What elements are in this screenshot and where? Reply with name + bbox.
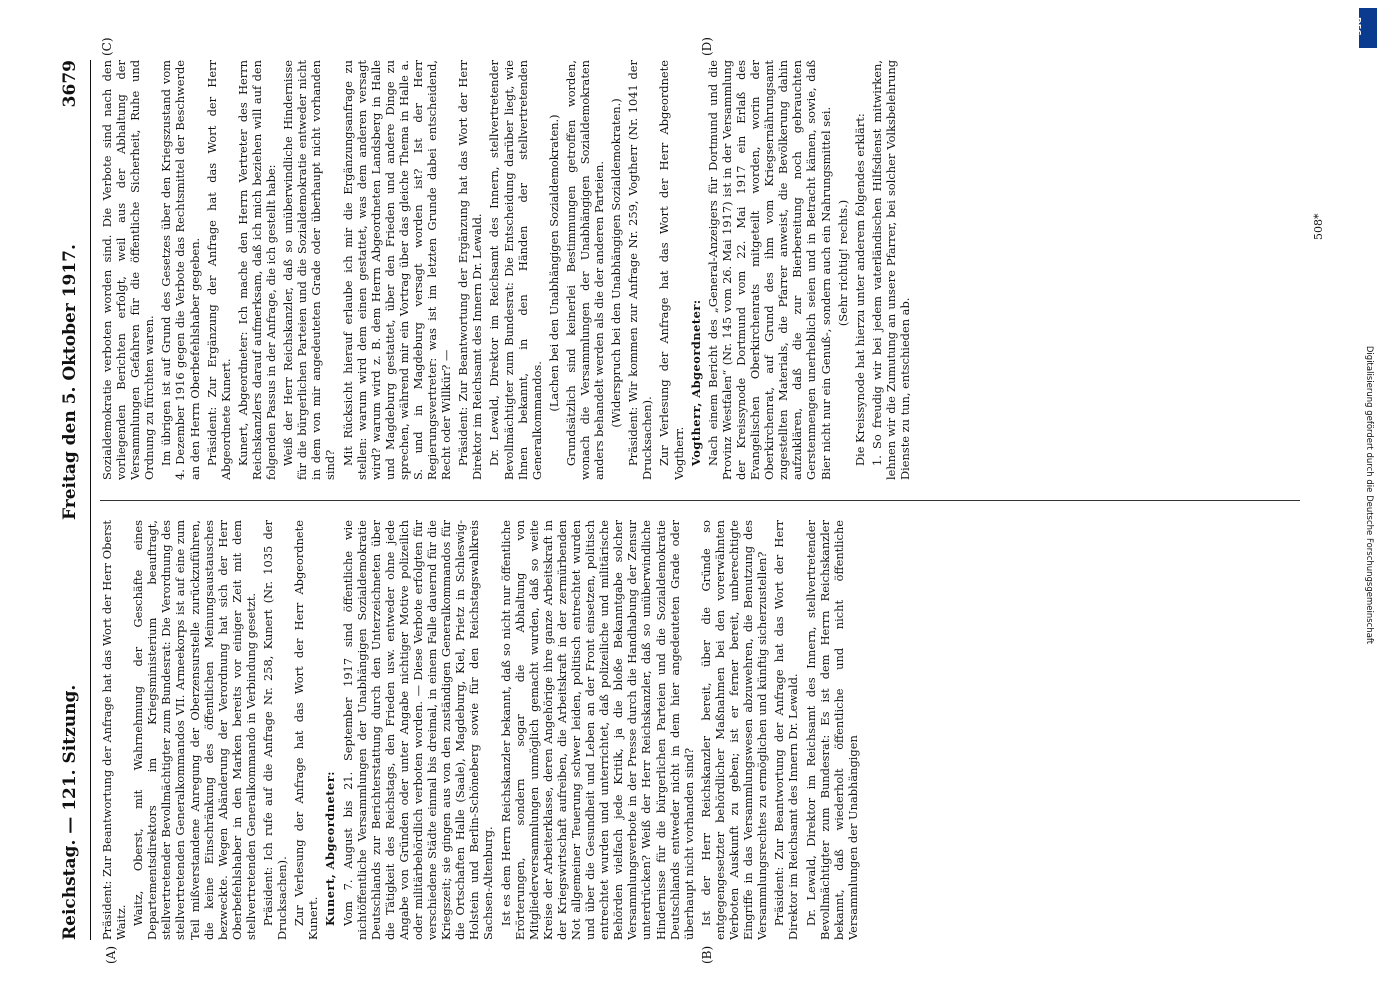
paragraph: Zur Verlesung der Anfrage hat das Wort der Herr Abgeordnete Vogtherr. bbox=[657, 60, 686, 480]
digitization-credit bbox=[1359, 10, 1377, 990]
left-column bbox=[100, 520, 1300, 940]
paragraph: Dr. Lewald, Direktor im Reichsamt des Innern, stellvertretender Bevollmächtigter zum Bundesrat: Es ist dem Herrn Reichskanzler bekannt, daß wiederholt öffentliche und nicht öffentliche Versammlungen der Unabhängigen bbox=[803, 520, 860, 940]
paragraph: Ist der Herr Reichskanzler bereit, über die Gründe so entgegengesetzter behördlicher Maßnahmen bei den vorerwähnten Verboten Auskunft zu geben; ist er ferner bereit, unberechtigte Eingriffe in das Versammlungswesen abzuwehren, die Benutzung des Versammlungsrechtes zu ermöglichen und künftig sicherzustellen? bbox=[698, 520, 770, 940]
paragraph: Die Kreissynode hat hierzu unter anderem folgendes erklärt: bbox=[852, 113, 867, 466]
column-separator bbox=[100, 500, 1300, 501]
margin-mark-d: (D) bbox=[700, 37, 714, 56]
interjection: (Sehr richtig! rechts.) bbox=[835, 199, 850, 327]
page-number: 3679 bbox=[60, 60, 80, 108]
paragraph: Waitz, Oberst, mit Wahrnehmung der Geschäfte eines Departementsdirektors im Kriegsministerium beauftragt, stellvertretender Bevollmächtigter zum Bundesrat: Die Verordnung des stellvertretenden Generalkommandos VII. Armeekorps ist auf eine zum Teil mißverstandene Anregung der Oberzensurstelle zurückzuführen, die keine Einschränkung des öffentlichen Meinungsaustausches bezweckte. Wegen Abänderung der Verordnung hat sich der Herr Oberbefehlshaber in den Marken bereits vor einiger Zeit mit dem stellvertretenden Generalkommando in Verbindung gesetzt. bbox=[131, 520, 258, 940]
paragraph: Sozialdemokratie verboten worden sind. Die Verbote sind nach den vorliegenden Berichten erfolgt, weil aus der Abhaltung der Versammlungen Gefahren für die öffentliche Sicherheit, Ruhe und Ordnung zu fürchten waren. bbox=[100, 60, 157, 480]
paragraph: Präsident: Ich rufe auf die Anfrage Nr. 258, Kunert (Nr. 1035 der Drucksachen). bbox=[261, 520, 290, 940]
paragraph: Dr. Lewald, Direktor im Reichsamt des Innern, stellvertretender Bevollmächtigter zum Bundesrat: Die Entscheidung darüber liegt, wie Ihnen bekannt, in den Händen der stellvertretenden Generalkommandos. bbox=[487, 60, 544, 480]
logo-text: DFG bbox=[1352, 17, 1362, 36]
paragraph: Vom 7. August bis 21. September 1917 sind öffentliche wie nichtöffentliche Versammlungen der Unabhängigen Sozialdemokratie Deutschlands zur Berichterstattung durch den Unterzeichneten über die Tätigkeit des Reichstags, den Frieden usw. entweder ohne jede Angabe von Gründen oder unter Angabe nichtiger Motive polizeilich oder militärbehördlich verboten worden. — Diese Verbote erfolgten für verschiedene Städte einmal bis dreimal, in einem Falle dauernd für die Kriegszeit; sie gingen aus von den zuständigen Generalkommandos für die Ortschaften Halle (Saale), Magdeburg, Kiel, Prietz in Schleswig-Holstein und Berlin-Schöneberg sowie für den Reichstagswahlkreis Sachsen-Altenburg. bbox=[340, 520, 496, 940]
paragraph: Präsident: Wir kommen zur Anfrage Nr. 259, Vogtherr (Nr. 1041 der Drucksachen). bbox=[626, 60, 655, 480]
paragraph: Präsident: Zur Beantwortung der Anfrage hat das Wort der Herr Oberst Waitz. bbox=[100, 520, 129, 940]
speaker-heading: Vogtherr, Abgeordneter: bbox=[688, 299, 703, 466]
paragraph: Kunert, Abgeordneter: Ich mache den Herrn Vertreter des Herrn Reichskanzlers darauf aufmerksam, daß ich mich beziehen will auf den folgenden Passus in der Anfrage, die ich gestellt habe: bbox=[235, 60, 279, 480]
paragraph: Nach einem Bericht des „General-Anzeigers für Dortmund und die Provinz Westfalen“ (Nr. 145 vom 26. Mai 1917) ist in der Versammlung der Kreissynode Dortmund vom 22. Mai 1917 ein Erlaß des Evangelischen Oberkirchenrats mitgeteilt worden, worin der Oberkirchenrat, auf Grund des ihm vom Kriegsernährungsamt zugestellten Materials, die Pfarrer anweist, die Bevölkerung dahin aufzuklären, daß die zur Bierbereitung noch gebrauchten Gerstenmengen unerheblich seien und in Betracht kämen, sowie, daß Bier nicht nur ein Genuß-, sondern auch ein Nahrungsmittel sei. bbox=[705, 60, 833, 480]
interjection: (Widerspruch bei den Unabhängigen Sozialdemokraten.) bbox=[609, 98, 624, 428]
paragraph: Grundsätzlich sind keinerlei Bestimmungen getroffen worden, wonach die Versammlungen der Unabhängigen Sozialdemokraten anders behandelt werden als die der anderen Parteien. bbox=[563, 60, 607, 480]
right-column bbox=[100, 60, 1300, 480]
paragraph: Mit Rücksicht hierauf erlaube ich mir die Ergänzungsanfrage zu stellen: warum wird dem einen gestattet, was dem anderen versagt wird? warum wird z. B. dem Herrn Abgeordneten Landsberg in Halle und Magdeburg gestattet, über den Frieden und andere Dinge zu sprechen, während mir ein Vortrag über das gleiche Thema in Halle a. S. und in Magdeburg versagt worden ist? Ist der Herr Regierungsvertreter: was ist im letzten Grunde dabei entscheidend, Recht oder Willkür? — bbox=[340, 60, 454, 480]
header-session: Reichstag. — 121. Sitzung. bbox=[60, 684, 80, 940]
paragraph: Präsident: Zur Beantwortung der Anfrage hat das Wort der Herr Direktor im Reichsamt des Innern Dr. Lewald. bbox=[772, 520, 801, 940]
interjection: (Lachen bei den Unabhängigen Sozialdemokraten.) bbox=[546, 114, 561, 412]
speaker-heading: Kunert, Abgeordneter: bbox=[323, 771, 338, 926]
margin-mark-b: (B) bbox=[700, 945, 714, 964]
paragraph: Ist es dem Herrn Reichskanzler bekannt, daß so nicht nur öffentliche Erörterungen, sondern sogar die Abhaltung von Mitgliederversammlungen unmöglich gemacht wurden, daß so weite Kreise der Arbeiterklasse, deren Angehörige ihre ganze Arbeitskraft in der Kriegswirtschaft aufreiben, die Arbeitskraft in der zermürbenden Not allgemeiner Teuerung schwer leiden, politisch entrechtet wurden und über die Gesundheit und Leben an der Front einsetzen, politisch entrechtet wurden und unterrichtet, daß polizeiliche und militärische Behörden vielfach jede Kritik, ja die bloße Bekanntgabe solcher Versammlungsverbote in der Presse durch die Handhabung der Zensur unterdrücken? Weiß der Herr Reichskanzler, daß so unüberwindliche Hindernisse für die bürgerlichen Parteien und die Sozialdemokratie Deutschlands entweder nicht in dem hier angedeuteten Grade oder überhaupt nicht vorhanden sind? bbox=[498, 520, 696, 940]
paragraph: Zur Verlesung der Anfrage hat das Wort der Herr Abgeordnete Kunert. bbox=[292, 520, 321, 940]
paragraph: Weiß der Herr Reichskanzler, daß so unüberwindliche Hindernisse für die bürgerlichen Parteien und die Sozialdemokratie entweder nicht in dem von mir angedeuteten Grade oder überhaupt nicht vorhanden sind? bbox=[281, 60, 338, 480]
paragraph: Präsident: Zur Ergänzung der Anfrage hat das Wort der Herr Abgeordnete Kunert. bbox=[204, 60, 233, 480]
paragraph: Präsident: Zur Beantwortung der Ergänzung hat das Wort der Herr Direktor im Reichsamt des Innern Dr. Lewald. bbox=[456, 60, 485, 480]
margin-mark-c: (C) bbox=[100, 37, 114, 56]
paragraph: Im übrigen ist auf Grund des Gesetzes über den Kriegszustand vom 4. Dezember 1916 gegen die Verbote das Rechtsmittel der Beschwerde an den Herrn Oberbefehlshaber gegeben. bbox=[159, 60, 202, 480]
margin-mark-a: (A) bbox=[104, 945, 118, 964]
header-date: Freitag den 5. Oktober 1917. bbox=[60, 244, 80, 520]
credit-text: Digitalisierung gefördert durch die Deutsche Forschungsgemeinschaft bbox=[1364, 345, 1374, 645]
signature-number: 508* bbox=[1312, 213, 1325, 240]
paragraph: 1. So freudig wir bei jedem vaterländischen Hilfsdienst mitwirken, lehnen wir die Zumutung an unsere Pfarrer, bei solcher Volksbelehrung Dienste zu tun, entschieden ab. bbox=[869, 60, 912, 480]
page-header bbox=[50, 60, 91, 940]
